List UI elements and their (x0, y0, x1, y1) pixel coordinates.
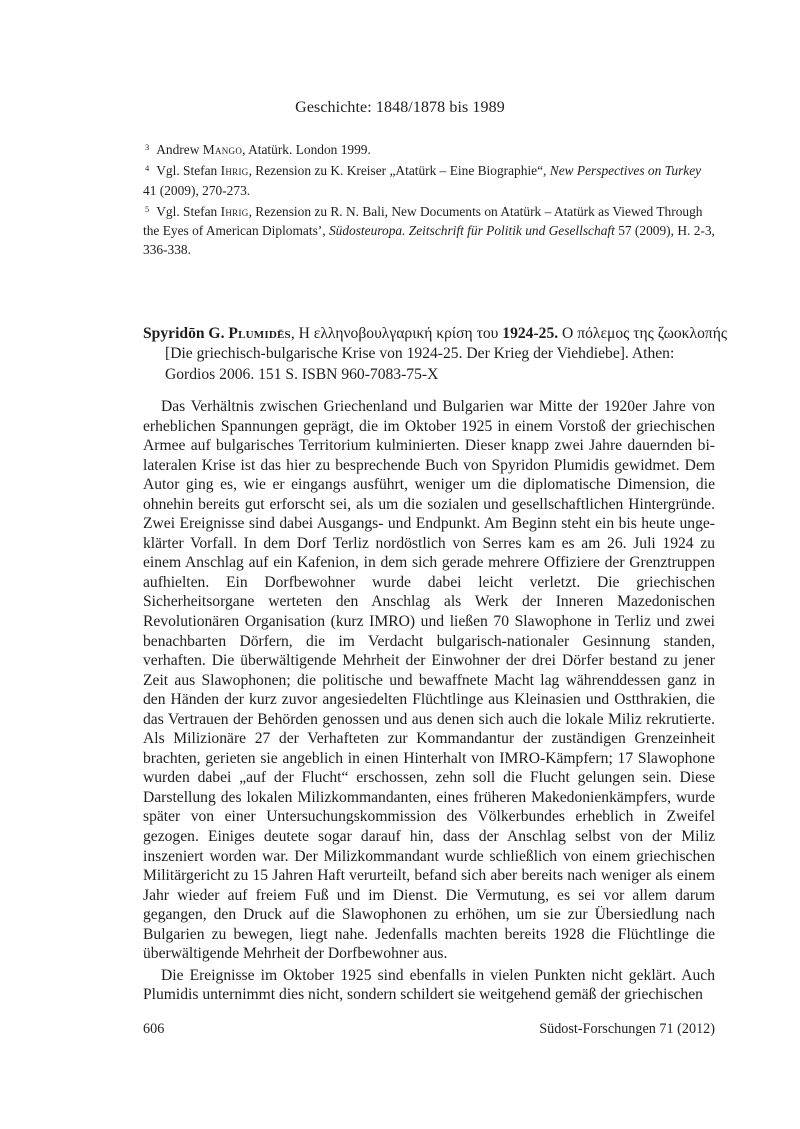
footnote-journal: Südosteuropa. Zeitschrift für Politik und Gesellschaft (328, 223, 615, 239)
review-title-line (143, 324, 728, 344)
footnotes (143, 138, 715, 260)
footnote-text: 41 (2009), 270-273. (143, 182, 251, 198)
review-heading (143, 324, 728, 385)
review-title-years: 1924-25. (502, 325, 559, 342)
footnote-text: Vgl. Stefan (156, 163, 221, 179)
review-author-last: Plumidēs (228, 325, 291, 342)
review-title-greek: , Η ελληνοβουλγαρική κρίση του (290, 325, 503, 342)
footnote-text: Andrew (156, 142, 203, 157)
footnote-text: , Rezension zu R. N. Bali, New Documents on Atatürk – Atatürk as Viewed Through the Eyes of American Diplomats’, (143, 203, 703, 239)
footnote-text: Vgl. Stefan (156, 203, 221, 219)
journal-citation: Südost-Forschungen 71 (2012) (539, 1021, 715, 1037)
footnote-5 (143, 200, 715, 260)
review-author-first: Spyridōn G. (143, 325, 229, 342)
footnote-author: Mango (202, 142, 243, 157)
review-body (143, 397, 715, 1005)
running-header: Geschichte: 1848/1878 bis 1989 (295, 99, 505, 116)
body-paragraph: Die Ereignisse im Oktober 1925 sind ebenfalls in vielen Punkten nicht geklärt. Auch Plumidis unternimmt dies nicht, sondern schildert sie weitgehend gemäß der griechischen (143, 966, 715, 1004)
footnote-author: Ihrig (220, 163, 249, 179)
footnote-text: , Rezension zu K. Kreiser „Atatürk – Eine Biographie“, (248, 163, 550, 179)
footnote-number: 4 (145, 163, 150, 174)
footnote-text: , Atatürk. London 1999. (242, 142, 371, 157)
body-paragraph: Das Verhältnis zwischen Griechenland und Bulgarien war Mitte der 1920er Jahre von erheblichen Spannungen geprägt, die im Oktober 1925 in einem Vorstoß der griechischen Armee auf bulgarisches Territorium kulminierten. Dieser knapp zwei Jahre dauernden bilateralen Krise ist das hier zu besprechende Buch von Spyridon Plumidis gewidmet. Dem Autor ging es, wie er eingangs ausführt, weniger um die diplomatische Dimension, die ohnehin bereits gut erforscht sei, als um die sozialen und gesellschaftlichen Hintergründe. Zwei Ereignisse sind dabei Ausgangs- und Endpunkt. Am Beginn steht ein bis heute ungeklärter Vorfall. In dem Dorf Terliz nordöstlich von Serres kam es am 26. Juli 1924 zu einem Anschlag auf ein Kafenion, in dem sich gerade mehrere Offiziere der Grenztruppen aufhielten. Ein Dorfbewohner wurde dabei leicht verletzt. Die griechischen Sicherheitsorgane werteten den Anschlag als Werk der Inneren Mazedonischen Revolutionären Organisation (kurz IMRO) und ließen 70 Slawophone in Terliz und zwei benachbarten Dörfern, die im Verdacht bulgarisch-nationaler Gesinnung standen, verhaften. Die überwältigende Mehrheit der Einwohner der drei Dörfer bestand zu jener Zeit aus Slawophonen; die politische und bewaffnete Macht lag währenddessen ganz in den Händen der kurz zuvor angesiedelten Flüchtlinge aus Kleinasien und Ostthrakien, die das Vertrauen der Behörden genossen und aus denen sich auch die lokale Miliz rekrutierte. Als Milizionäre 27 der Verhafteten zur Kommandantur der zuständigen Grenzeinheit brachten, gerieten sie angeblich in einen Hinterhalt von IMRO-Kämpfern; 17 Slawophone wurden dabei „auf der Flucht“ erschossen, zehn soll die Flucht gelungen sein. Diese Darstellung des lokalen Milizkommandanten, eines früheren Makedonienkämpfers, wurde später von einer Untersuchungskommission des Völkerbundes erheblich in Zweifel gezogen. Einiges deutete sogar darauf hin, dass der Anschlag selbst von der Miliz inszeniert worden war. Der Milizkommandant wurde schließlich von einem griechischen Militärgericht zu 15 Jahren Haft verurteilt, befand sich aber bereits nach weniger als einem Jahr wieder auf freiem Fuß und im Dienst. Die Vermutung, es sei vor allem darum gegangen, den Druck auf die Slawophonen zu erhöhen, um sie zur Übersiedlung nach Bulgarien zu bewegen, liegt nahe. Jedenfalls machten bereits 1928 die Flüchtlinge die überwältigende Mehrheit der Dorfbewohner aus. (143, 398, 715, 963)
footnote-4 (143, 159, 715, 200)
footnote-journal: New Perspectives on Turkey (549, 163, 702, 179)
review-translation: [Die griechisch-bulgarische Krise von 1924-25. Der Krieg der Viehdiebe]. Athen: Gordios 2006. 151 S. ISBN 960-7083-75-X (165, 345, 675, 383)
review-title-greek-subtitle: Ο πόλεμος της ζωοκλοπής (558, 325, 728, 342)
footnote-text: 57 (2009), H. 2-3, 336-338. (143, 223, 715, 258)
page-number: 606 (143, 1021, 165, 1037)
footnote-number: 3 (145, 142, 150, 152)
footnote-number: 5 (145, 203, 150, 214)
footnote-3 (143, 138, 715, 159)
footnote-author: Ihrig (220, 203, 249, 219)
